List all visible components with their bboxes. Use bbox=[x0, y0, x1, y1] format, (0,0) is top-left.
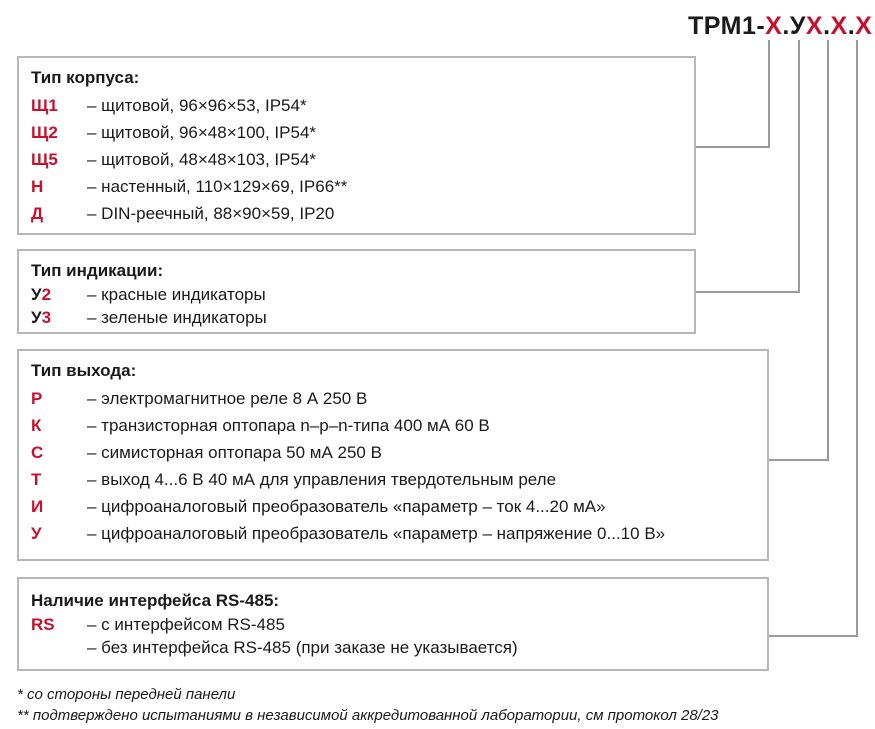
interface-box bbox=[17, 577, 769, 671]
model-dot-1: . bbox=[782, 12, 790, 40]
output-desc: – симисторная оптопара 50 мА 250 В bbox=[87, 443, 382, 462]
indication-code-digit: 3 bbox=[41, 308, 52, 327]
output-desc: – выход 4...6 В 40 мА для управления твердотельным реле bbox=[87, 470, 557, 489]
output-box bbox=[17, 349, 769, 561]
connector-interface bbox=[769, 40, 857, 636]
housing-desc: – настенный, 110×129×69, IP66** bbox=[87, 177, 348, 196]
model-code bbox=[688, 12, 872, 41]
interface-title: Наличие интерфейса RS-485: bbox=[31, 591, 280, 610]
housing-item bbox=[31, 123, 316, 143]
connector-indication bbox=[696, 40, 799, 292]
interface-item bbox=[31, 615, 285, 635]
output-item bbox=[31, 389, 367, 409]
indication-code bbox=[31, 285, 87, 305]
output-item bbox=[31, 497, 606, 517]
output-desc: – электромагнитное реле 8 А 250 В bbox=[87, 389, 368, 408]
model-output-slot: Х bbox=[830, 12, 848, 40]
output-item bbox=[31, 470, 556, 490]
model-indication-slot: Х bbox=[805, 12, 824, 40]
output-code: Р bbox=[31, 389, 43, 408]
indication-desc: – зеленые индикаторы bbox=[87, 308, 267, 327]
housing-title: Тип корпуса: bbox=[31, 68, 140, 87]
indication-title: Тип индикации: bbox=[31, 261, 164, 280]
model-indication-letter: У bbox=[789, 12, 806, 40]
footnote-1: * со стороны передней панели bbox=[17, 686, 236, 703]
interface-desc: – без интерфейса RS-485 (при заказе не указывается) bbox=[87, 638, 518, 657]
output-title: Тип выхода: bbox=[31, 361, 137, 380]
footnote-2: ** подтверждено испытаниями в независимой аккредитованной лаборатории, см протокол 28/23 bbox=[17, 707, 719, 724]
output-item bbox=[31, 524, 665, 544]
housing-desc: – щитовой, 96×48×100, IP54* bbox=[87, 123, 317, 142]
connector-housing bbox=[696, 40, 769, 147]
model-prefix: ТРМ1- bbox=[688, 12, 766, 40]
output-desc: – цифроаналоговый преобразователь «параметр – ток 4...20 мА» bbox=[87, 497, 606, 516]
output-code: К bbox=[31, 416, 42, 435]
indication-code bbox=[31, 308, 87, 328]
indication-code-letter: У bbox=[31, 308, 42, 327]
indication-item bbox=[31, 285, 266, 305]
indication-item bbox=[31, 308, 267, 328]
housing-code: Щ5 bbox=[31, 150, 58, 169]
interface-item bbox=[31, 638, 518, 658]
output-item bbox=[31, 443, 382, 463]
interface-desc: – с интерфейсом RS-485 bbox=[87, 615, 285, 634]
output-code: С bbox=[31, 443, 44, 462]
output-item bbox=[31, 416, 490, 436]
model-interface-slot: Х bbox=[855, 12, 873, 40]
housing-desc: – щитовой, 48×48×103, IP54* bbox=[87, 150, 317, 169]
indication-code-digit: 2 bbox=[41, 285, 52, 304]
indication-code-letter: У bbox=[31, 285, 42, 304]
housing-item bbox=[31, 96, 307, 116]
model-dot-3: . bbox=[847, 12, 856, 40]
interface-code: RS bbox=[31, 615, 55, 634]
model-dot-2: . bbox=[823, 12, 831, 40]
output-code: Т bbox=[31, 470, 42, 489]
housing-code: Щ1 bbox=[31, 96, 58, 115]
output-desc: – транзисторная оптопара n–p–n-типа 400 мА 60 В bbox=[87, 416, 490, 435]
indication-box bbox=[17, 249, 696, 334]
output-code: И bbox=[31, 497, 44, 516]
housing-item bbox=[31, 204, 334, 224]
housing-code: Н bbox=[31, 177, 44, 196]
indication-desc: – красные индикаторы bbox=[87, 285, 266, 304]
housing-box bbox=[17, 56, 696, 235]
output-code: У bbox=[31, 524, 42, 543]
housing-desc: – щитовой, 96×96×53, IP54* bbox=[87, 96, 307, 115]
housing-item bbox=[31, 177, 347, 197]
housing-code: Д bbox=[31, 204, 44, 223]
housing-desc: – DIN-реечный, 88×90×59, IP20 bbox=[87, 204, 335, 223]
output-desc: – цифроаналоговый преобразователь «параметр – напряжение 0...10 В» bbox=[87, 524, 666, 543]
model-housing-slot: Х bbox=[765, 12, 783, 40]
housing-code: Щ2 bbox=[31, 123, 58, 142]
housing-item bbox=[31, 150, 316, 170]
